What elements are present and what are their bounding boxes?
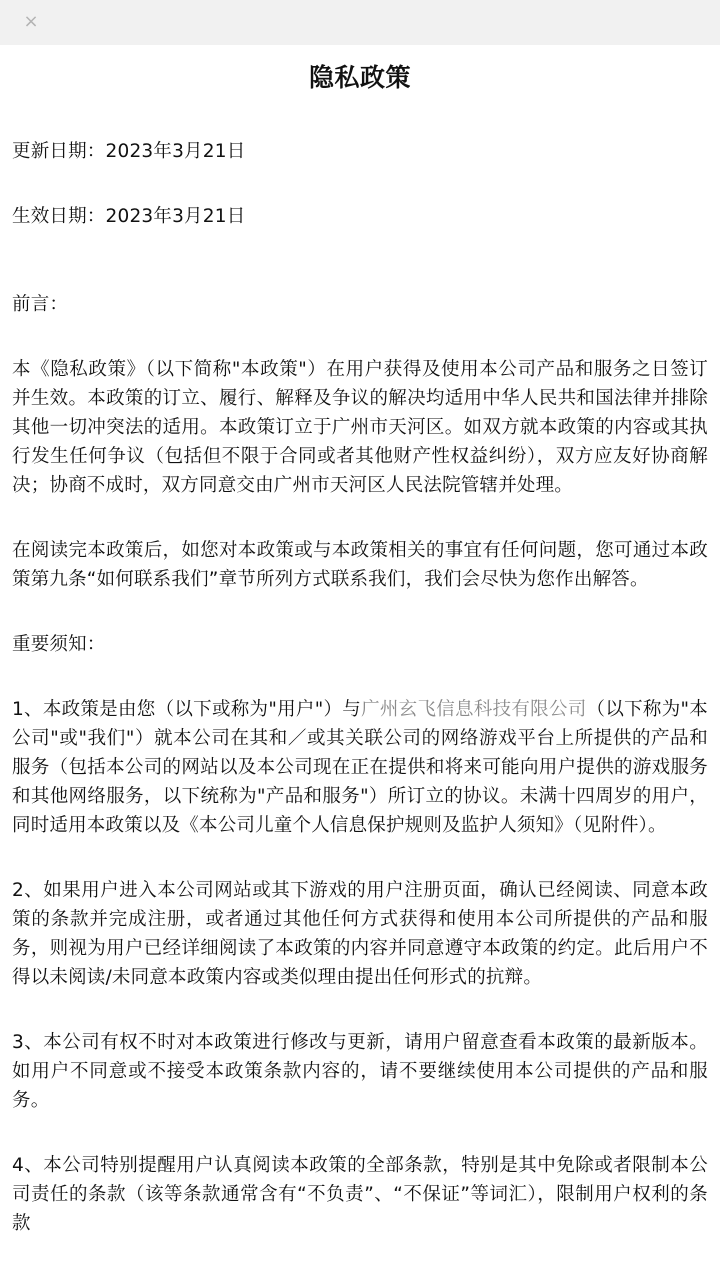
preface-paragraph-1: 本《隐私政策》（以下简称"本政策"）在用户获得及使用本公司产品和服务之日签订并生效。本政策的订立、履行、解释及争议的解决均适用中华人民共和国法律并排除其他一切冲突法的适用。本政策订立于广州市天河区。如双方就本政策的内容或其执行发生任何争议（包括但不限于合同或者其他财产性权益纠纷），双方应友好协商解决；协商不成时，双方同意交由广州市天河区人民法院管辖并处理。 [12,359,708,496]
close-icon[interactable]: × [23,11,39,32]
preface-heading: 前言： [12,294,69,315]
update-date: 更新日期：2023年3月21日 [12,141,246,162]
preface-paragraph-2: 在阅读完本政策后，如您对本政策或与本政策相关的事宜有任何问题，您可通过本政策第九条“如何联系我们”章节所列方式联系我们，我们会尽快为您作出解答。 [12,540,708,590]
effective-date: 生效日期：2023年3月21日 [12,206,246,227]
notice-heading: 重要须知： [12,634,106,655]
notice-item-4: 4、本公司特别提醒用户认真阅读本政策的全部条款，特别是其中免除或者限制本公司责任的条款（该等条款通常含有“不负责”、“不保证”等词汇），限制用户权利的条款 [12,1155,708,1234]
top-bar [0,0,720,45]
notice-item-3: 3、本公司有权不时对本政策进行修改与更新，请用户留意查看本政策的最新版本。如用户不同意或不接受本政策条款内容的，请不要继续使用本公司提供的产品和服务。 [12,1032,708,1111]
item-1-text-after: （以下称为"本公司"或"我们"）就本公司在其和／或其关联公司的网络游戏平台上所提供的产品和服务（包括本公司的网站以及本公司现在正在提供和将来可能向用户提供的游戏服务和其他网络服务，以下统称为"产品和服务"）所订立的协议。未满十四周岁的用户，同时适用本政策以及《本公司儿童个人信息保护规则及监护人须知》（见附件）。 [12,699,708,836]
notice-item-1 [12,695,708,840]
policy-content[interactable] [12,45,708,1280]
page-title: 隐私政策 [308,63,411,92]
company-name-link[interactable]: 广州玄飞信息科技有限公司 [361,699,587,720]
notice-item-2: 2、如果用户进入本公司网站或其下游戏的用户注册页面，确认已经阅读、同意本政策的条款并完成注册，或者通过其他任何方式获得和使用本公司所提供的产品和服务，则视为用户已经详细阅读了本政策的内容并同意遵守本政策的约定。此后用户不得以未阅读/未同意本政策内容或类似理由提出任何形式的抗辩。 [12,880,708,988]
item-1-text-before: 1、本政策是由您（以下或称为"用户"）与 [12,699,362,720]
